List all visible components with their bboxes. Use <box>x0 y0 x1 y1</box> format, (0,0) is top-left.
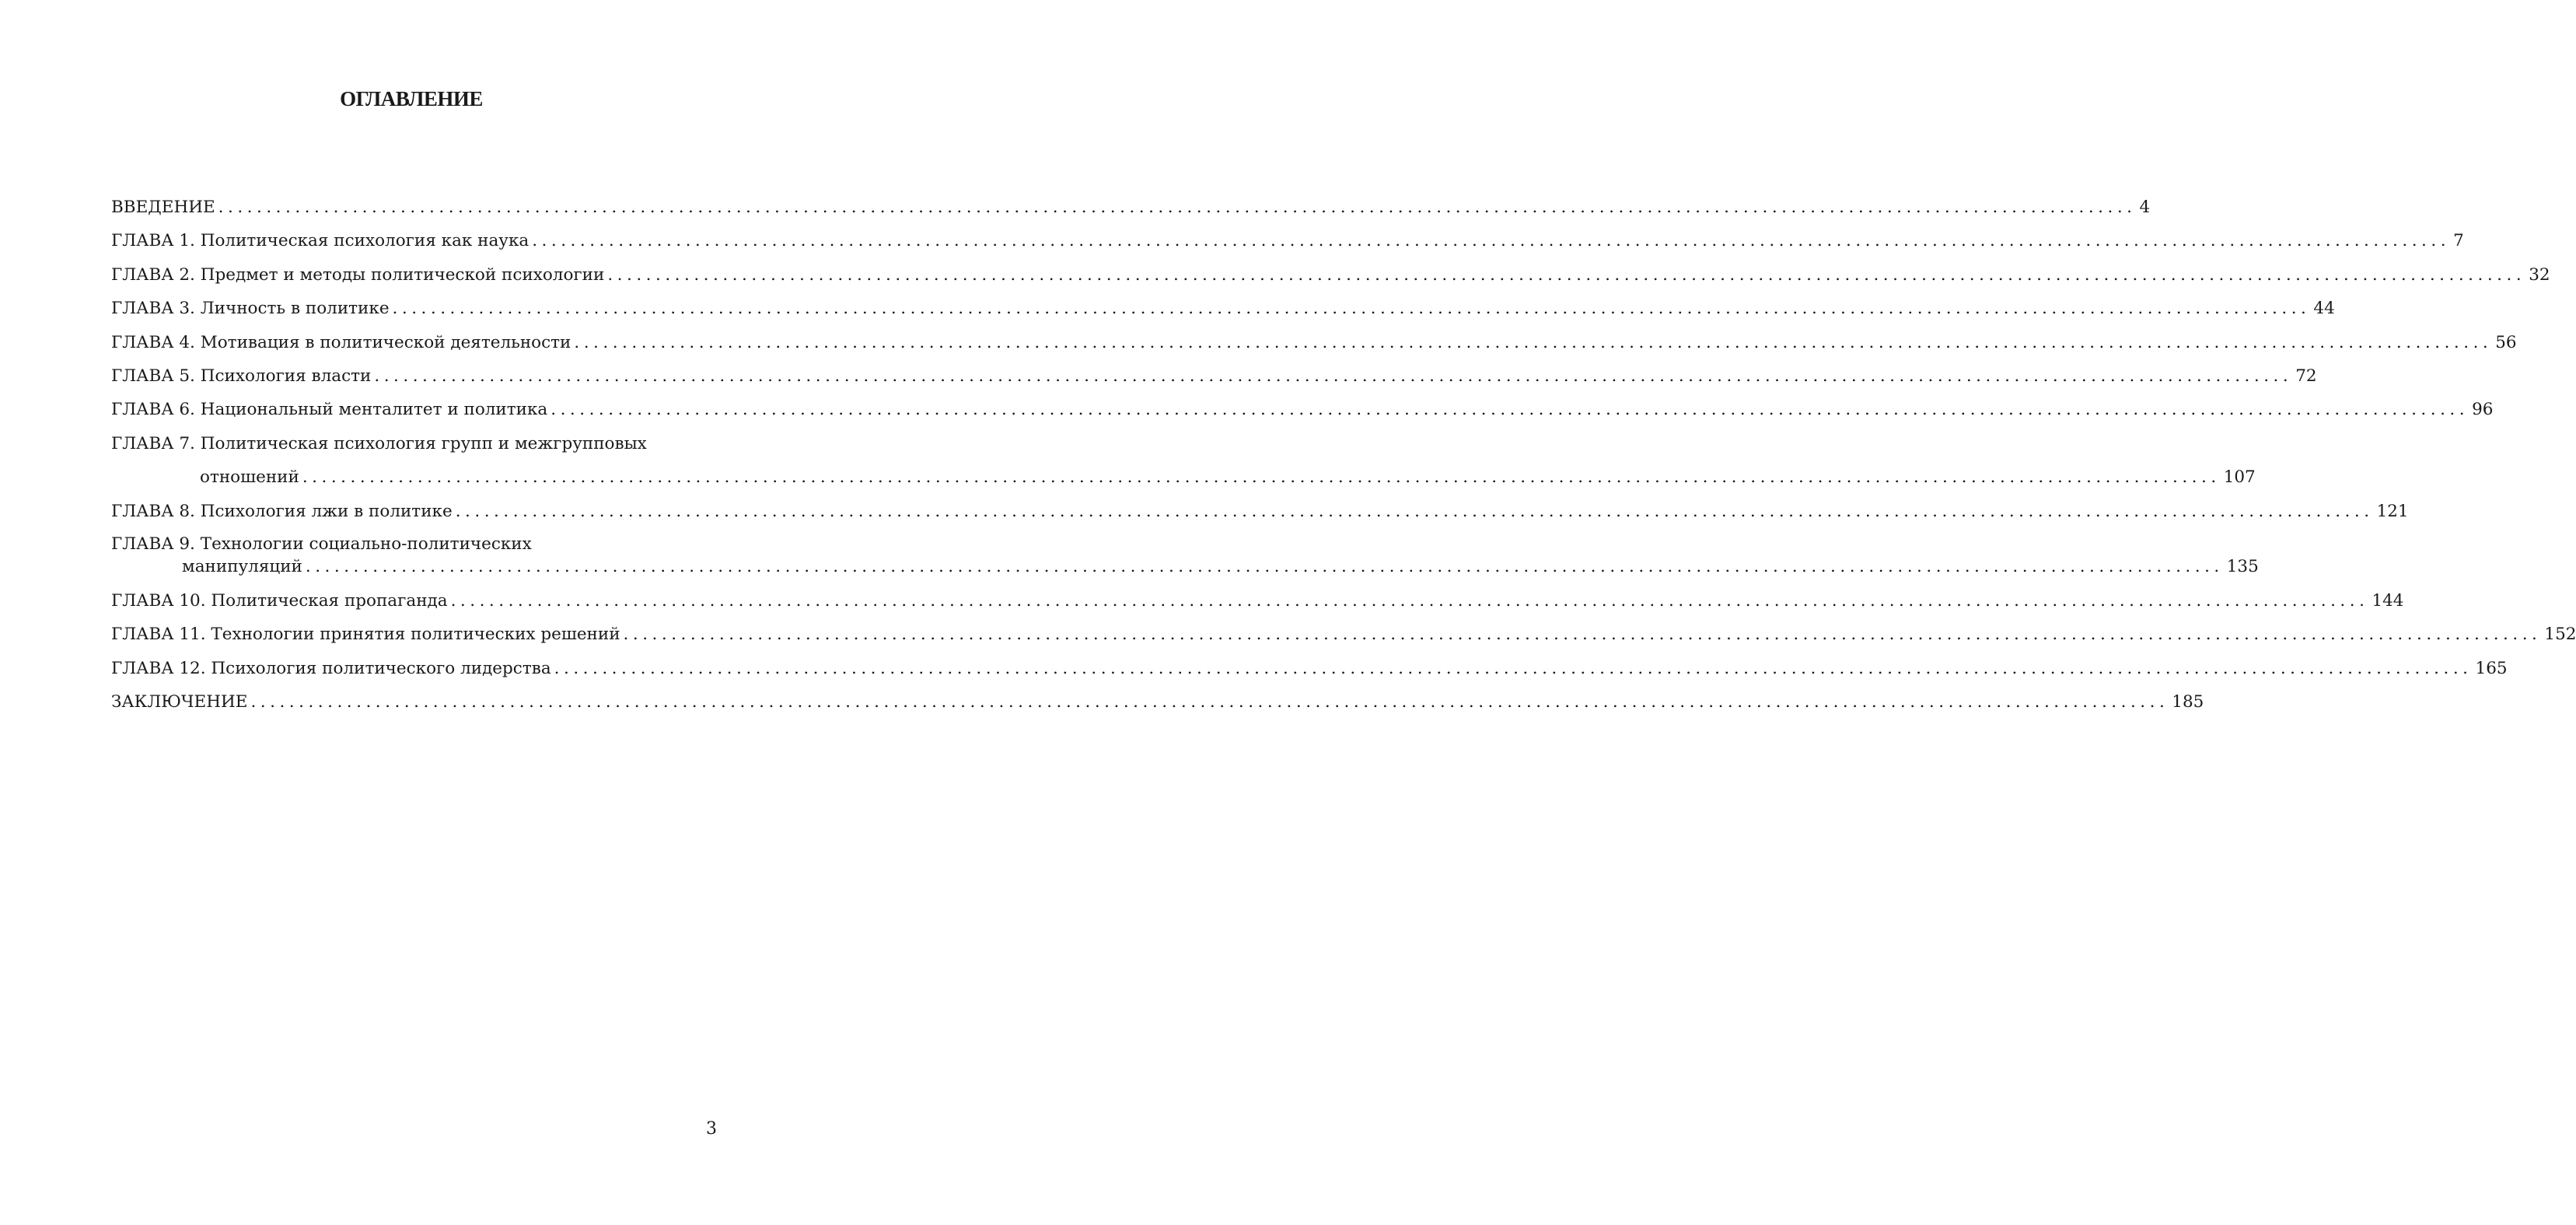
dot-leader: ........................................................................................................................................................................................................ <box>250 692 2169 712</box>
toc-entry-page: 56 <box>2495 332 2517 352</box>
toc-entry-page: 4 <box>2139 198 2151 217</box>
toc-entry-page: 32 <box>2529 264 2550 285</box>
toc-entry-chapter-8 <box>111 495 2409 528</box>
toc-entry-label-line1: ГЛАВА 9. Технологии социально-политических <box>111 534 532 554</box>
toc-entry-page: 7 <box>2453 231 2464 251</box>
page-title: ОГЛАВЛЕНИЕ <box>340 87 483 110</box>
toc-entry-chapter-9 <box>111 533 2259 578</box>
dot-leader: ........................................................................................................................................................................................................ <box>455 501 2374 521</box>
toc-entry-page: 185 <box>2172 692 2204 712</box>
dot-leader: ........................................................................................................................................................................................................ <box>532 231 2451 251</box>
dot-leader: ........................................................................................................................................................................................................ <box>392 299 2311 319</box>
toc-entry-chapter-5 <box>111 359 2317 393</box>
toc-entry-label: ЗАКЛЮЧЕНИЕ <box>111 692 248 712</box>
toc-entry-label-line2: отношений <box>200 467 299 488</box>
toc-entry-label: ВВЕДЕНИЕ <box>111 198 215 217</box>
dot-leader: ........................................................................................................................................................................................................ <box>302 467 2221 488</box>
dot-leader: ........................................................................................................................................................................................................ <box>574 332 2493 352</box>
toc-entry-page: 135 <box>2226 556 2259 576</box>
toc-entry-label: ГЛАВА 2. Предмет и методы политической психологии <box>111 264 605 285</box>
toc-entry-chapter-2 <box>111 258 2550 292</box>
dot-leader: ........................................................................................................................................................................................................ <box>305 556 2224 576</box>
toc-entry-chapter-11 <box>111 618 2576 651</box>
toc-entry-label: ГЛАВА 3. Личность в политике <box>111 299 390 319</box>
toc-entry-chapter-4 <box>111 326 2517 359</box>
toc-entry-chapter-3 <box>111 292 2335 325</box>
page-number: 3 <box>706 1119 717 1139</box>
dot-leader: ........................................................................................................................................................................................................ <box>374 366 2293 386</box>
toc-entry-introduction <box>111 191 2151 224</box>
toc-entry-label-line2: манипуляций <box>182 556 302 576</box>
toc-entry-label: ГЛАВА 11. Технологии принятия политических решений <box>111 625 620 645</box>
toc-entry-page: 96 <box>2472 400 2494 420</box>
toc-entry-chapter-7 <box>111 427 2256 495</box>
toc-entry-label: ГЛАВА 1. Политическая психология как наука <box>111 231 530 251</box>
toc-entry-label: ГЛАВА 6. Национальный менталитет и политика <box>111 400 548 420</box>
toc-entry-label: ГЛАВА 5. Психология власти <box>111 366 372 386</box>
toc-entry-page: 165 <box>2475 658 2508 678</box>
table-of-contents <box>111 191 2576 719</box>
toc-entry-chapter-6 <box>111 393 2494 426</box>
dot-leader: ........................................................................................................................................................................................................ <box>623 625 2542 645</box>
toc-entry-label: ГЛАВА 12. Психология политического лидерства <box>111 658 551 678</box>
toc-entry-page: 72 <box>2295 366 2317 386</box>
dot-leader: ........................................................................................................................................................................................................ <box>551 400 2469 420</box>
toc-entry-label: ГЛАВА 10. Политическая пропаганда <box>111 590 448 611</box>
toc-entry-chapter-1 <box>111 224 2464 257</box>
toc-entry-page: 44 <box>2313 299 2335 319</box>
toc-entry-page: 144 <box>2372 590 2404 611</box>
dot-leader: ........................................................................................................................................................................................................ <box>450 590 2369 611</box>
toc-entry-label: ГЛАВА 4. Мотивация в политической деятельности <box>111 332 571 352</box>
toc-entry-conclusion <box>111 685 2204 719</box>
toc-entry-page: 121 <box>2376 501 2409 521</box>
dot-leader: ........................................................................................................................................................................................................ <box>218 198 2137 217</box>
toc-entry-chapter-12 <box>111 652 2508 685</box>
toc-entry-page: 152 <box>2544 625 2576 645</box>
toc-entry-chapter-10 <box>111 584 2404 618</box>
toc-entry-label: ГЛАВА 8. Психология лжи в политике <box>111 501 453 521</box>
dot-leader: ........................................................................................................................................................................................................ <box>554 658 2473 678</box>
toc-entry-page: 107 <box>2223 467 2256 488</box>
toc-entry-label-line1: ГЛАВА 7. Политическая психология групп и межгрупповых <box>111 433 647 453</box>
toc-entry-continuation <box>111 555 2259 578</box>
dot-leader: ........................................................................................................................................................................................................ <box>607 264 2526 285</box>
toc-entry-continuation <box>111 460 2256 494</box>
